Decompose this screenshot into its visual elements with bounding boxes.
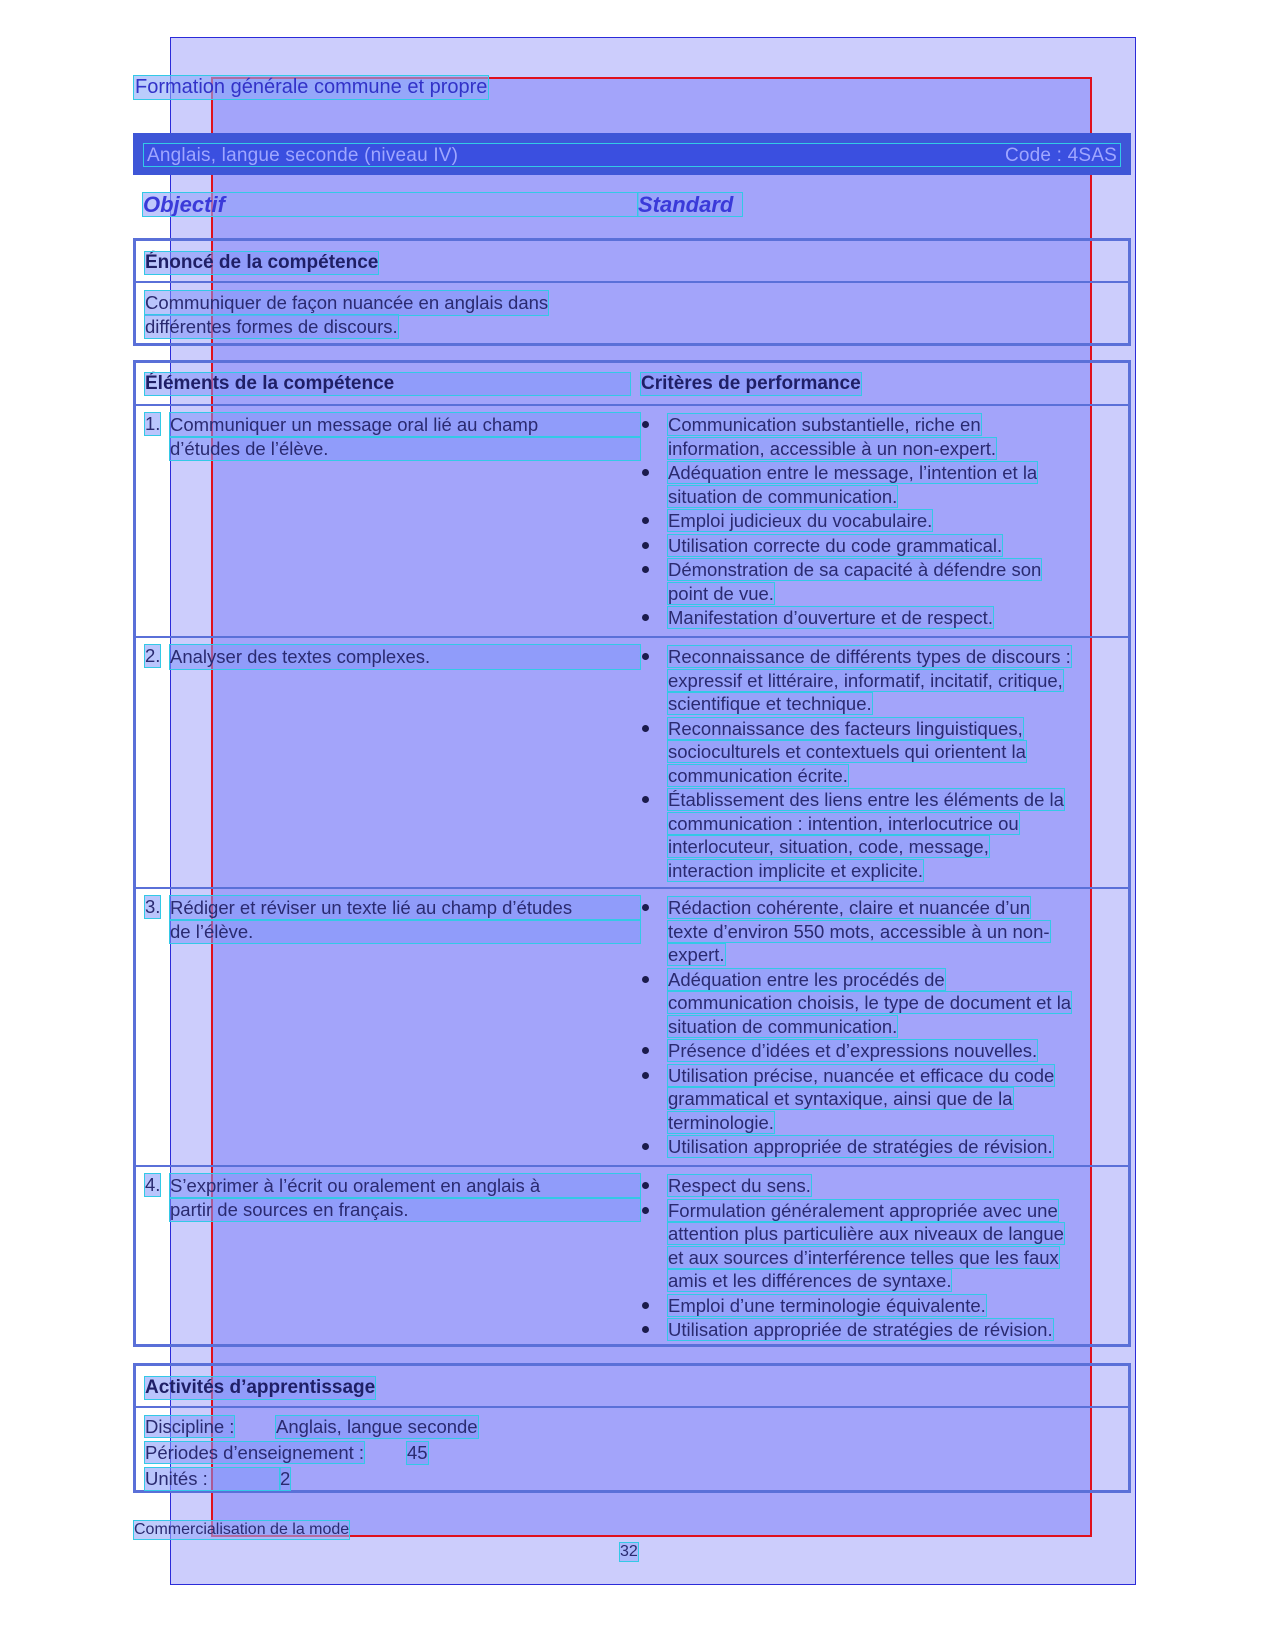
course-title: Anglais, langue seconde (niveau IV) — [147, 145, 459, 166]
element-text — [170, 1174, 640, 1221]
enonce-line: Communiquer de façon nuancée en anglais dans — [145, 292, 549, 313]
bullet-icon — [642, 542, 649, 549]
criterion-item — [638, 534, 1116, 558]
criterion-item — [638, 1318, 1116, 1342]
criterion-line: terminologie. — [668, 1111, 774, 1133]
criterion-item — [638, 717, 1116, 788]
criterion-line: Utilisation appropriée de stratégies de révision. — [668, 1136, 1053, 1157]
criterion-item — [638, 1064, 1116, 1135]
criteria-list — [638, 1174, 1116, 1343]
course-code: Code : 4SAS — [1004, 145, 1117, 166]
criterion-line: texte d’environ 550 mots, accessible à un non- — [668, 920, 1050, 942]
row-divider — [136, 636, 1128, 638]
element-text — [170, 645, 640, 669]
element-line: de l’élève. — [170, 920, 640, 944]
bullet-icon — [642, 725, 649, 732]
criterion-line: socioculturels et contextuels qui orientent la — [668, 741, 1026, 762]
criterion-line: Emploi judicieux du vocabulaire. — [668, 510, 933, 531]
enonce-line: différentes formes de discours. — [145, 315, 398, 337]
periodes-value: 45 — [407, 1442, 428, 1463]
bullet-icon — [642, 1207, 649, 1214]
criterion-line: interaction implicite et explicite. — [668, 859, 923, 881]
unites-label: Unités : — [145, 1468, 280, 1490]
criterion-line: situation de communication. — [668, 485, 898, 507]
bullet-icon — [642, 1302, 649, 1309]
criterion-line: Adéquation entre les procédés de — [668, 968, 945, 990]
criterion-line: attention plus particulière aux niveaux de langue — [668, 1223, 1064, 1244]
element-line: Rédiger et réviser un texte lié au champ d’études — [170, 896, 640, 920]
criterion-line: grammatical et syntaxique, ainsi que de la — [668, 1088, 1013, 1109]
element-number: 4. — [145, 1174, 161, 1195]
criterion-item — [638, 1135, 1116, 1159]
bullet-icon — [642, 976, 649, 983]
criterion-line: Adéquation entre le message, l’intention et la — [668, 462, 1038, 483]
criterion-item — [638, 509, 1116, 533]
criterion-item — [638, 1174, 1116, 1198]
criteres-heading: Critères de performance — [641, 373, 861, 394]
criterion-line: Reconnaissance de différents types de discours : — [668, 646, 1071, 667]
activites-box — [133, 1363, 1131, 1493]
criterion-item — [638, 1039, 1116, 1063]
enonce-heading: Énoncé de la compétence — [145, 252, 379, 273]
element-line: Analyser des textes complexes. — [170, 645, 640, 669]
bullet-icon — [642, 1072, 649, 1079]
criterion-line: communication choisis, le type de document et la — [668, 992, 1072, 1013]
criterion-line: Utilisation appropriée de stratégies de révision. — [668, 1319, 1053, 1340]
criterion-item — [638, 606, 1116, 630]
criterion-line: Démonstration de sa capacité à défendre son — [668, 559, 1042, 580]
divider — [136, 404, 1128, 406]
criteria-list — [638, 413, 1116, 631]
criterion-item — [638, 1199, 1116, 1293]
element-number: 3. — [145, 896, 161, 917]
criterion-line: Établissement des liens entre les éléments de la — [668, 789, 1064, 810]
row-divider — [136, 1165, 1128, 1167]
criterion-item — [638, 968, 1116, 1039]
element-number: 2. — [145, 645, 161, 666]
criterion-item — [638, 896, 1116, 967]
element-text — [170, 896, 640, 943]
bullet-icon — [642, 796, 649, 803]
criterion-line: communication écrite. — [668, 764, 848, 786]
standard-heading: Standard — [638, 193, 742, 216]
criterion-item — [638, 558, 1116, 605]
bullet-icon — [642, 904, 649, 911]
criterion-line: communication : intention, interlocutrice ou — [668, 812, 1019, 834]
enonce-text — [145, 291, 548, 338]
bullet-icon — [642, 517, 649, 524]
criterion-line: scientifique et technique. — [668, 693, 872, 714]
unites-row — [145, 1468, 291, 1490]
criterion-line: Rédaction cohérente, claire et nuancée d’un — [668, 897, 1031, 918]
bullet-icon — [642, 1047, 649, 1054]
criteria-list — [638, 645, 1116, 883]
criterion-line: interlocuteur, situation, code, message, — [668, 836, 989, 857]
page-number: 32 — [620, 1543, 638, 1560]
element-line: S’exprimer à l’écrit ou oralement en anglais à — [170, 1174, 640, 1198]
criterion-line: amis et les différences de syntaxe. — [668, 1270, 952, 1291]
element-line: d’études de l’élève. — [170, 437, 640, 461]
criteria-list — [638, 896, 1116, 1160]
criterion-line: Emploi d’une terminologie équivalente. — [668, 1294, 986, 1316]
bullet-icon — [642, 614, 649, 621]
criterion-line: Formulation généralement appropriée avec une — [668, 1199, 1058, 1221]
criterion-line: Respect du sens. — [668, 1175, 811, 1196]
bullet-icon — [642, 566, 649, 573]
bullet-icon — [642, 1182, 649, 1189]
element-line: Communiquer un message oral lié au champ — [170, 413, 640, 437]
section-heading: Formation générale commune et propre — [135, 76, 488, 98]
discipline-value: Anglais, langue seconde — [276, 1416, 478, 1437]
bullet-icon — [642, 1326, 649, 1333]
criterion-line: expressif et littéraire, informatif, incitatif, critique, — [668, 669, 1063, 691]
criterion-line: situation de communication. — [668, 1015, 898, 1037]
element-number: 1. — [145, 413, 161, 434]
discipline-row — [145, 1416, 478, 1438]
criterion-line: point de vue. — [668, 582, 774, 604]
criterion-item — [638, 1294, 1116, 1318]
criterion-line: Utilisation précise, nuancée et efficace du code — [668, 1064, 1055, 1086]
criterion-line: et aux sources d’interférence telles que les faux — [668, 1246, 1059, 1268]
criterion-item — [638, 645, 1116, 716]
discipline-label: Discipline : — [145, 1416, 235, 1437]
bullet-icon — [642, 469, 649, 476]
elements-heading: Éléments de la compétence — [145, 373, 630, 395]
bullet-icon — [642, 1143, 649, 1150]
course-title-bar-inner — [143, 143, 1121, 167]
criterion-line: Manifestation d’ouverture et de respect. — [668, 607, 993, 628]
enonce-box — [133, 238, 1131, 346]
criterion-item — [638, 413, 1116, 460]
row-divider — [136, 887, 1128, 889]
criterion-item — [638, 461, 1116, 508]
unites-value: 2 — [280, 1468, 291, 1489]
divider — [136, 281, 1128, 283]
activites-heading: Activités d’apprentissage — [145, 1377, 376, 1398]
bullet-icon — [642, 421, 649, 428]
bullet-icon — [642, 653, 649, 660]
element-text — [170, 413, 640, 460]
criterion-line: Reconnaissance des facteurs linguistiques, — [668, 717, 1023, 739]
criterion-line: Communication substantielle, riche en — [668, 414, 981, 435]
footer-program: Commercialisation de la mode — [134, 1521, 350, 1538]
criterion-line: information, accessible à un non-expert. — [668, 437, 997, 459]
objectif-heading: Objectif — [143, 193, 638, 216]
divider — [136, 1406, 1128, 1408]
criterion-line: Présence d’idées et d’expressions nouvelles. — [668, 1040, 1038, 1061]
element-line: partir de sources en français. — [170, 1198, 640, 1222]
course-title-bar — [133, 133, 1131, 175]
periodes-row — [145, 1442, 428, 1464]
criterion-item — [638, 788, 1116, 882]
periodes-label: Périodes d’enseignement : — [145, 1442, 365, 1463]
criterion-line: expert. — [668, 944, 725, 965]
elements-box — [133, 360, 1131, 1347]
criterion-line: Utilisation correcte du code grammatical. — [668, 534, 1003, 556]
